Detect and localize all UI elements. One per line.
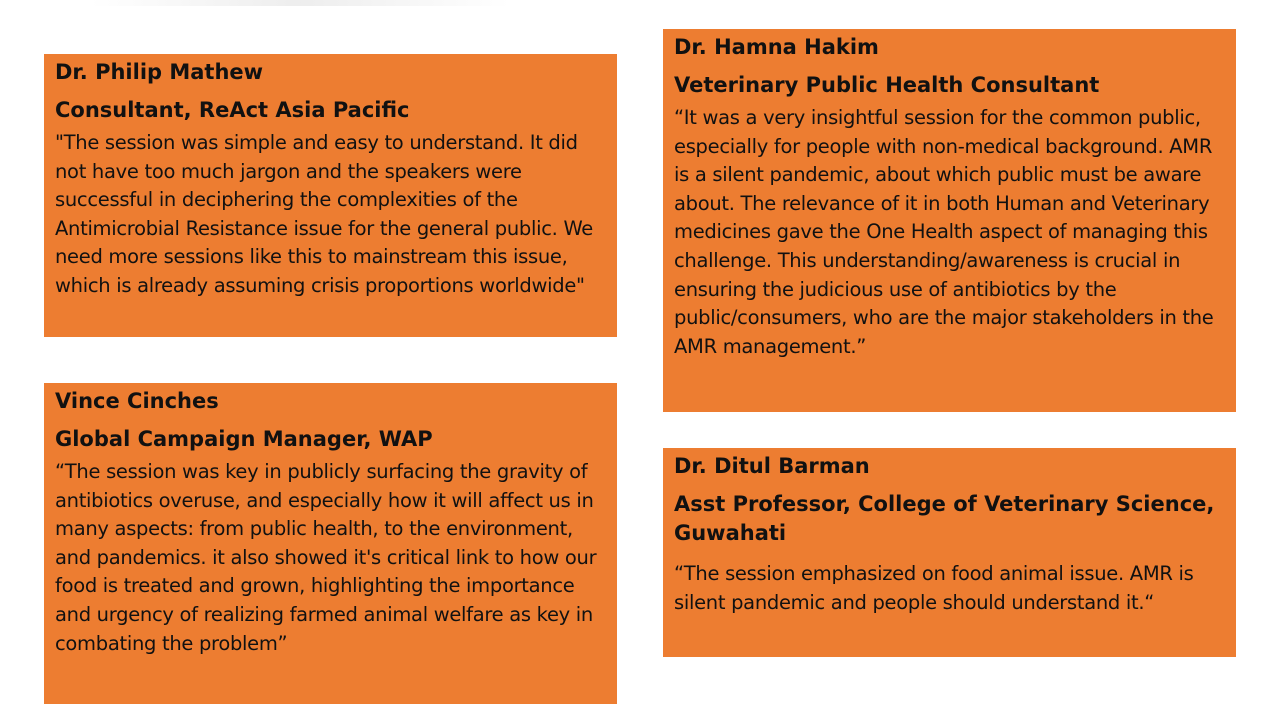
testimonial-quote: “It was a very insightful session for the common public, especially for people with non-medical background. AMR is a silent pandemic, about which public must be aware about. The relevance of it in both Human and Veterinary medicines gave the One Health aspect of managing this challenge. This understanding/awareness is crucial in ensuring the judicious use of antibiotics by the public/consumers, who are the major stakeholders in the AMR management.” (674, 106, 1214, 358)
testimonial-card-hamna-hakim (663, 29, 1236, 412)
testimonial-card-ditul-barman (663, 448, 1236, 657)
testimonial-quote: “The session emphasized on food animal issue. AMR is silent pandemic and people should understand it.“ (674, 562, 1194, 614)
testimonial-role: Global Campaign Manager, WAP (55, 427, 433, 451)
testimonial-role: Veterinary Public Health Consultant (674, 73, 1100, 97)
testimonial-card-philip-mathew (44, 54, 617, 337)
testimonial-name: Vince Cinches (55, 389, 219, 413)
top-edge-artifact (90, 0, 510, 6)
testimonial-card-vince-cinches (44, 383, 617, 704)
testimonial-quote: "The session was simple and easy to understand. It did not have too much jargon and the speakers were successful in deciphering the complexities of the Antimicrobial Resistance issue for the general public. We need more sessions like this to mainstream this issue, which is already assuming crisis proportions worldwide" (55, 131, 593, 297)
testimonial-role: Asst Professor, College of Veterinary Science, Guwahati (674, 492, 1215, 545)
testimonial-name: Dr. Ditul Barman (674, 454, 870, 478)
testimonial-name: Dr. Hamna Hakim (674, 35, 879, 59)
testimonial-role: Consultant, ReAct Asia Pacific (55, 98, 410, 122)
testimonial-name: Dr. Philip Mathew (55, 60, 264, 84)
testimonial-quote: “The session was key in publicly surfacing the gravity of antibiotics overuse, and especially how it will affect us in many aspects: from public health, to the environment, and pandemics. it also showed it's critical link to how our food is treated and grown, highlighting the importance and urgency of realizing farmed animal welfare as key in combating the problem” (55, 460, 597, 655)
